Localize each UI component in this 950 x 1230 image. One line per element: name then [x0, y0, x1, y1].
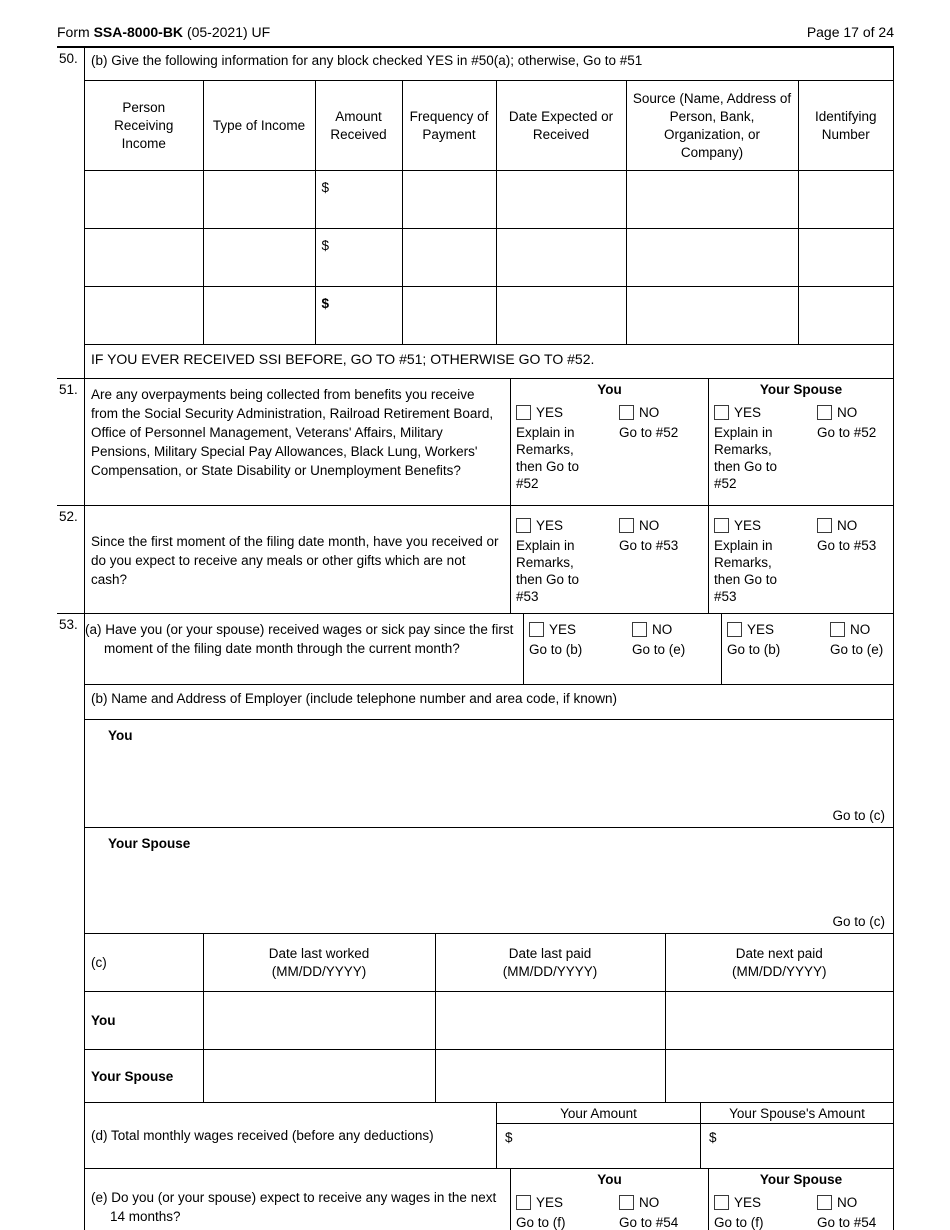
yes-label: YES [734, 1195, 762, 1210]
question-53e-answers [510, 1169, 893, 1230]
form-revision: (05-2021) UF [186, 24, 271, 40]
spouse-column-header: Your Spouse [759, 1172, 843, 1187]
yes-note: Go to (f) [516, 1215, 566, 1230]
frequency-cell[interactable] [402, 287, 496, 345]
col-identifying-number: Identifying Number [798, 81, 893, 171]
dollar-prefix: $ [505, 1130, 513, 1145]
row-you-label: You [85, 992, 203, 1050]
page-number: Page 17 of 24 [806, 24, 894, 40]
col-amount-received: Amount Received [315, 81, 402, 171]
dollar-prefix: $ [321, 296, 330, 311]
question-53e [85, 1169, 893, 1230]
amount-cell[interactable] [315, 229, 402, 287]
spouse-amount-header: Your Spouse's Amount [701, 1103, 893, 1124]
amount-cell[interactable] [315, 171, 402, 229]
dollar-prefix: $ [321, 238, 330, 253]
yes-label: YES [536, 1195, 564, 1210]
q53a-you-yes-option [529, 622, 632, 658]
no-label: NO [639, 1195, 660, 1210]
type-cell[interactable] [203, 229, 315, 287]
employer-you-field[interactable] [85, 720, 893, 828]
q51-you-yes-option [516, 405, 619, 492]
spouse-amount-field[interactable] [701, 1124, 893, 1168]
question-53e-text: (e) Do you (or your spouse) expect to receive any wages in the next 14 months? [91, 1189, 497, 1224]
yes-note: Go to (f) [714, 1215, 764, 1230]
dollar-prefix: $ [709, 1130, 717, 1145]
q53a-spouse-yes-option [727, 622, 830, 658]
person-cell[interactable] [85, 171, 203, 229]
yes-label: YES [734, 405, 762, 420]
question-50b-instruction: (b) Give the following information for any block checked YES in #50(a); otherwise, Go to #51 [91, 53, 643, 68]
source-cell[interactable] [626, 171, 798, 229]
form-body [57, 46, 894, 1230]
q53a-spouse-options [722, 614, 893, 658]
q51-you-no-option [619, 405, 708, 492]
no-label: NO [837, 1195, 858, 1210]
q53e-spouse-no-option [817, 1195, 893, 1230]
you-date-next-paid-cell[interactable] [665, 992, 893, 1050]
q53e-spouse-no-checkbox[interactable] [817, 1195, 832, 1210]
q51-you-column [510, 379, 708, 505]
yes-note: Go to (b) [529, 642, 583, 657]
employer-you-goto: Go to (c) [832, 808, 885, 823]
q52-you-column [510, 506, 708, 613]
source-cell[interactable] [626, 287, 798, 345]
col-frequency-of-payment: Frequency of Payment [402, 81, 496, 171]
question-52-number: 52. [59, 509, 78, 524]
yes-label: YES [747, 622, 775, 637]
yes-label: YES [734, 518, 762, 533]
source-cell[interactable] [626, 229, 798, 287]
yes-label: YES [536, 405, 564, 420]
no-label: NO [639, 518, 660, 533]
question-51-number: 51. [59, 382, 78, 397]
dates-table-header-row [85, 934, 893, 992]
q53a-spouse-column [721, 614, 893, 684]
page-header [0, 0, 950, 46]
question-51-row [57, 379, 894, 506]
employer-spouse-goto: Go to (c) [832, 914, 885, 929]
col-date-next-paid: Date next paid (MM/DD/YYYY) [665, 934, 893, 992]
yes-note: Explain in Remarks, then Go to #53 [516, 538, 580, 604]
q51-spouse-yes-checkbox[interactable] [714, 405, 729, 420]
you-date-last-worked-cell[interactable] [203, 992, 435, 1050]
q53e-you-yes-option [516, 1195, 619, 1230]
col-person-receiving-income: Person Receiving Income [85, 81, 203, 171]
q51-you-yes-checkbox[interactable] [516, 405, 531, 420]
dates-row-you [85, 992, 893, 1050]
ssi-instruction: IF YOU EVER RECEIVED SSI BEFORE, GO TO #51; OTHERWISE GO TO #52. [91, 351, 595, 367]
income-table-row [85, 171, 893, 229]
your-amount-field[interactable] [497, 1124, 700, 1168]
no-note: Go to #52 [817, 425, 877, 440]
q53a-spouse-yes-checkbox[interactable] [727, 622, 742, 637]
question-51-body [84, 379, 894, 505]
q52-spouse-options [709, 506, 893, 605]
spouse-amount-column [700, 1103, 893, 1168]
type-cell[interactable] [203, 171, 315, 229]
type-cell[interactable] [203, 287, 315, 345]
yes-note: Go to (b) [727, 642, 781, 657]
spouse-date-next-paid-cell[interactable] [665, 1050, 893, 1103]
income-table [85, 80, 893, 345]
amount-cell[interactable] [315, 287, 402, 345]
question-53c-label: (c) [85, 934, 203, 992]
no-note: Go to (e) [830, 642, 884, 657]
date-cell[interactable] [496, 229, 626, 287]
no-note: Go to #53 [817, 538, 877, 553]
income-table-row [85, 287, 893, 345]
spouse-column-header: Your Spouse [759, 382, 843, 397]
q51-you-options [511, 397, 708, 492]
yes-note: Explain in Remarks, then Go to #52 [516, 425, 580, 491]
question-52-text: Since the first moment of the filing date month, have you received or do you expect to receive any meals or other gifts which are not cash? [91, 534, 499, 587]
employer-spouse-field[interactable] [85, 828, 893, 934]
form-id [57, 24, 270, 40]
row-spouse-label: Your Spouse [85, 1050, 203, 1103]
question-51-answers [510, 379, 893, 505]
col-date-last-paid: Date last paid (MM/DD/YYYY) [435, 934, 665, 992]
dates-row-spouse [85, 1050, 893, 1103]
your-amount-column [496, 1103, 700, 1168]
dollar-prefix: $ [321, 180, 330, 195]
q53e-spouse-yes-option [714, 1195, 817, 1230]
q53a-you-column [523, 614, 721, 684]
question-53d [85, 1103, 893, 1169]
q52-spouse-no-checkbox[interactable] [817, 518, 832, 533]
you-column-header: You [597, 1172, 622, 1187]
yes-label: YES [536, 518, 564, 533]
q53a-you-options [524, 614, 721, 658]
question-50-number: 50. [59, 51, 78, 66]
no-label: NO [639, 405, 660, 420]
yes-note: Explain in Remarks, then Go to #53 [714, 538, 778, 604]
question-53d-label: (d) Total monthly wages received (before any deductions) [91, 1128, 434, 1143]
q53a-you-no-checkbox[interactable] [632, 622, 647, 637]
form-word: Form [57, 24, 90, 40]
id-cell[interactable] [798, 171, 893, 229]
your-amount-header: Your Amount [497, 1103, 700, 1124]
income-table-header-row [85, 81, 893, 171]
q53e-you-no-option [619, 1195, 708, 1230]
q51-spouse-column [708, 379, 893, 505]
employer-you-label: You [108, 728, 133, 743]
q52-you-no-option [619, 518, 708, 605]
question-50-body [84, 48, 894, 378]
q53e-you-column [510, 1169, 708, 1230]
question-53-number: 53. [59, 617, 78, 632]
question-52-answers [510, 506, 893, 613]
q53e-you-no-checkbox[interactable] [619, 1195, 634, 1210]
date-cell[interactable] [496, 171, 626, 229]
question-53b-label: (b) Name and Address of Employer (include telephone number and area code, if known) [85, 685, 893, 720]
q52-spouse-no-option [817, 518, 893, 605]
form-number: SSA-8000-BK [93, 24, 184, 40]
q53a-you-yes-checkbox[interactable] [529, 622, 544, 637]
id-cell[interactable] [798, 229, 893, 287]
col-date-expected: Date Expected or Received [496, 81, 626, 171]
q52-spouse-yes-checkbox[interactable] [714, 518, 729, 533]
col-source: Source (Name, Address of Person, Bank, Organization, or Company) [626, 81, 798, 171]
q51-spouse-no-checkbox[interactable] [817, 405, 832, 420]
q53a-you-no-option [632, 622, 721, 658]
person-cell[interactable] [85, 229, 203, 287]
q52-you-yes-checkbox[interactable] [516, 518, 531, 533]
no-label: NO [850, 622, 871, 637]
q53e-you-options [511, 1187, 708, 1230]
q52-you-yes-option [516, 518, 619, 605]
spouse-date-last-worked-cell[interactable] [203, 1050, 435, 1103]
q53a-spouse-no-checkbox[interactable] [830, 622, 845, 637]
col-type-of-income: Type of Income [203, 81, 315, 171]
question-52-row [57, 506, 894, 614]
q52-spouse-column [708, 506, 893, 613]
frequency-cell[interactable] [402, 229, 496, 287]
q52-you-options [511, 506, 708, 605]
q52-you-no-checkbox[interactable] [619, 518, 634, 533]
no-note: Go to #52 [619, 425, 679, 440]
employer-spouse-label: Your Spouse [108, 836, 191, 851]
q53a-spouse-no-option [830, 622, 893, 658]
dates-table [85, 934, 893, 1103]
q51-spouse-no-option [817, 405, 893, 492]
no-label: NO [837, 405, 858, 420]
no-note: Go to (e) [632, 642, 686, 657]
question-51-text: Are any overpayments being collected from benefits you receive from the Social Security Administration, Railroad Retirement Board, Office of Personnel Management, Veterans' Affairs, Military Pensions, Military Special Pay Allowances, Black Lung, Workers' Compensation, or State Disability or Unemployment Benefits? [91, 387, 494, 478]
q51-spouse-options [709, 397, 893, 492]
q53e-spouse-column [708, 1169, 893, 1230]
person-cell[interactable] [85, 287, 203, 345]
no-note: Go to #54 [817, 1215, 877, 1230]
question-53a [85, 614, 893, 685]
no-note: Go to #54 [619, 1215, 679, 1230]
question-53a-answers [523, 614, 893, 684]
question-53a-text: (a) Have you (or your spouse) received wages or sick pay since the first moment of the filing date month through the current month? [85, 622, 514, 656]
q52-spouse-yes-option [714, 518, 817, 605]
no-label: NO [652, 622, 673, 637]
question-52-body [84, 506, 894, 613]
date-cell[interactable] [496, 287, 626, 345]
question-53-body [84, 614, 894, 1230]
q53e-spouse-yes-checkbox[interactable] [714, 1195, 729, 1210]
no-label: NO [837, 518, 858, 533]
question-50-row [57, 48, 894, 379]
yes-label: YES [549, 622, 577, 637]
you-date-last-paid-cell[interactable] [435, 992, 665, 1050]
q53e-you-yes-checkbox[interactable] [516, 1195, 531, 1210]
frequency-cell[interactable] [402, 171, 496, 229]
id-cell[interactable] [798, 287, 893, 345]
you-column-header: You [597, 382, 622, 397]
q53e-spouse-options [709, 1187, 893, 1230]
no-note: Go to #53 [619, 538, 679, 553]
question-53-row [57, 614, 894, 1230]
col-date-last-worked: Date last worked (MM/DD/YYYY) [203, 934, 435, 992]
spouse-date-last-paid-cell[interactable] [435, 1050, 665, 1103]
q51-spouse-yes-option [714, 405, 817, 492]
q51-you-no-checkbox[interactable] [619, 405, 634, 420]
income-table-row [85, 229, 893, 287]
yes-note: Explain in Remarks, then Go to #52 [714, 425, 778, 491]
